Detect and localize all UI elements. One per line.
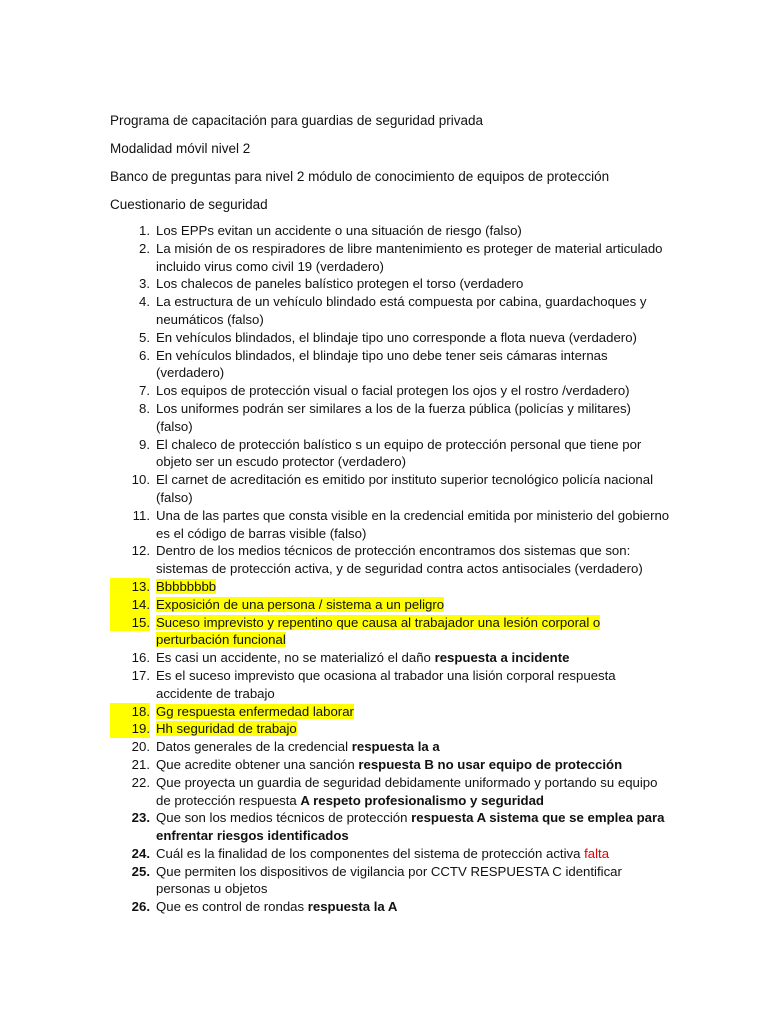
item-text xyxy=(156,223,522,238)
item-text-part: El carnet de acreditación es emitido por instituto superior tecnológico policía nacional (falso) xyxy=(156,472,654,505)
item-text-bold: A respeto profesionalismo y seguridad xyxy=(300,792,544,808)
item-number: 19. xyxy=(110,720,150,738)
item-number: 21. xyxy=(131,756,150,772)
item-number: 2. xyxy=(139,240,150,256)
item-text xyxy=(156,348,608,381)
question-list xyxy=(110,222,670,916)
list-item xyxy=(110,720,670,738)
question-bank-line: Banco de preguntas para nivel 2 módulo de conocimiento de equipos de protección xyxy=(110,169,610,184)
item-text-part: Que acredite obtener una sanción xyxy=(156,756,359,772)
list-item xyxy=(110,471,670,507)
list-item xyxy=(110,738,670,756)
item-number: 17. xyxy=(131,667,150,683)
item-text-part: La misión de os respiradores de libre mantenimiento es proteger de material articulado incluido virus como civil 19 (verdadero) xyxy=(156,240,663,274)
item-text-bold: respuesta la a xyxy=(351,739,440,755)
list-item xyxy=(110,703,670,721)
list-item xyxy=(110,347,670,383)
item-number: 23. xyxy=(131,810,150,826)
item-text xyxy=(156,294,646,327)
item-text-part: La estructura de un vehículo blindado está compuesta por cabina, guardachoques y neumáticos (falso) xyxy=(156,294,647,327)
item-text xyxy=(156,597,444,612)
item-text-part: Una de las partes que consta visible en la credencial emitida por ministerio del gobierno es el código de barras visible (falso) xyxy=(156,507,670,541)
item-text-part: En vehículos blindados, el blindaje tipo uno debe tener seis cámaras internas (verdadero) xyxy=(156,347,608,381)
item-number: 9. xyxy=(139,436,150,452)
item-text-part: Que permiten los dispositivos de vigilancia por CCTV RESPUESTA C identificar personas u objetos xyxy=(156,863,622,897)
list-item xyxy=(110,400,670,436)
item-number: 24. xyxy=(131,845,150,861)
program-title: Programa de capacitación para guardias de seguridad privada xyxy=(110,113,483,128)
item-text-red: falta xyxy=(584,845,610,861)
item-text-part: Exposición de una persona / sistema a un peligro xyxy=(156,596,445,612)
item-text-bold: respuesta B no usar equipo de protección xyxy=(358,756,623,772)
item-text xyxy=(156,615,600,648)
item-text xyxy=(156,739,440,754)
item-text-part: Cuál es la finalidad de los componentes del sistema de protección activa xyxy=(156,845,585,861)
modality-line: Modalidad móvil nivel 2 xyxy=(110,141,251,156)
item-number: 14. xyxy=(110,596,150,614)
item-text xyxy=(156,810,664,843)
list-item xyxy=(110,578,670,596)
list-item xyxy=(110,809,670,845)
item-text-part: Los chalecos de paneles balístico protegen el torso (verdadero xyxy=(156,276,524,292)
item-text-part: Datos generales de la credencial xyxy=(156,739,352,755)
item-number: 10. xyxy=(131,472,150,488)
item-text xyxy=(156,668,616,701)
item-number: 7. xyxy=(139,383,150,399)
list-item xyxy=(110,436,670,472)
list-item xyxy=(110,898,670,916)
item-text xyxy=(156,864,622,897)
item-text-part: Que es control de rondas xyxy=(156,899,308,915)
item-number: 16. xyxy=(131,650,150,666)
item-text xyxy=(156,330,637,345)
item-text xyxy=(156,899,397,914)
item-text xyxy=(156,846,609,861)
list-item xyxy=(110,222,670,240)
item-text-part: Hh seguridad de trabajo xyxy=(156,721,297,737)
item-text-part: Es el suceso imprevisto que ocasiona al trabador una lisión corporal respuesta accidente de trabajo xyxy=(156,667,616,701)
list-item xyxy=(110,845,670,863)
item-number: 5. xyxy=(139,329,150,345)
item-number: 8. xyxy=(139,400,150,416)
item-text-bold: respuesta la A xyxy=(307,899,398,915)
item-number: 26. xyxy=(131,899,150,915)
item-text xyxy=(156,579,216,594)
item-text-part: Bbbbbbbb xyxy=(156,578,217,594)
item-text xyxy=(156,383,630,398)
list-item xyxy=(110,329,670,347)
item-text-part: Gg respuesta enfermedad laborar xyxy=(156,703,354,719)
item-number: 1. xyxy=(139,223,150,238)
item-text-part: En vehículos blindados, el blindaje tipo uno corresponde a flota nueva (verdadero) xyxy=(156,329,637,345)
item-text-part: Los equipos de protección visual o facial protegen los ojos y el rostro /verdadero) xyxy=(156,383,630,399)
item-text-part: Es casi un accidente, no se materializó el daño xyxy=(156,650,435,666)
item-text-part: Dentro de los medios técnicos de protección encontramos dos sistemas que son: sistemas de protección activa, y de seguridad contra actos antisociales (verdadero) xyxy=(156,543,643,577)
item-number: 25. xyxy=(131,863,150,879)
item-text-bold: respuesta a incidente xyxy=(434,650,570,666)
item-text xyxy=(156,721,297,736)
item-number: 22. xyxy=(131,774,150,790)
item-text-part: Que proyecta un guardia de seguridad debidamente uniformado y portando su equipo de protección respuesta xyxy=(156,774,658,808)
item-number: 6. xyxy=(139,347,150,363)
list-item xyxy=(110,774,670,810)
item-text xyxy=(156,775,657,808)
list-item xyxy=(110,649,670,667)
item-number: 4. xyxy=(139,294,150,310)
item-text xyxy=(156,704,354,719)
list-item xyxy=(110,293,670,329)
item-text xyxy=(156,543,643,576)
item-text-part: El chaleco de protección balístico s un equipo de protección personal que tiene por objeto ser un escudo protector (verdadero) xyxy=(156,436,642,470)
list-item xyxy=(110,756,670,774)
document-header xyxy=(110,112,670,224)
list-item xyxy=(110,275,670,293)
item-number: 13. xyxy=(110,578,150,596)
item-text xyxy=(156,757,622,772)
item-text xyxy=(156,650,569,665)
item-number: 20. xyxy=(131,739,150,755)
item-text xyxy=(156,437,641,470)
item-text-bold: respuesta A sistema que se emplea para enfrentar riesgos identificados xyxy=(156,810,665,844)
list-item xyxy=(110,863,670,899)
item-text-part: Suceso imprevisto y repentino que causa al trabajador una lesión corporal o perturbación funcional xyxy=(156,614,601,648)
list-item xyxy=(110,240,670,276)
list-item xyxy=(110,507,670,543)
item-text-part: Los EPPs evitan un accidente o una situación de riesgo (falso) xyxy=(156,223,522,238)
item-text xyxy=(156,401,631,434)
questionnaire-title: Cuestionario de seguridad xyxy=(110,197,268,212)
list-item xyxy=(110,382,670,400)
list-item xyxy=(110,542,670,578)
item-number: 15. xyxy=(110,614,150,632)
item-number: 12. xyxy=(131,543,150,559)
item-text xyxy=(156,241,663,274)
item-text-part: Los uniformes podrán ser similares a los de la fuerza pública (policías y militares) (falso) xyxy=(156,400,631,434)
item-number: 18. xyxy=(110,703,150,721)
item-text-part: Que son los medios técnicos de protección xyxy=(156,810,412,826)
item-text xyxy=(156,508,669,541)
item-text xyxy=(156,276,523,291)
item-text xyxy=(156,472,653,505)
item-number: 11. xyxy=(132,507,150,523)
list-item xyxy=(110,596,670,614)
list-item xyxy=(110,667,670,703)
list-item xyxy=(110,614,670,650)
item-number: 3. xyxy=(139,276,150,292)
